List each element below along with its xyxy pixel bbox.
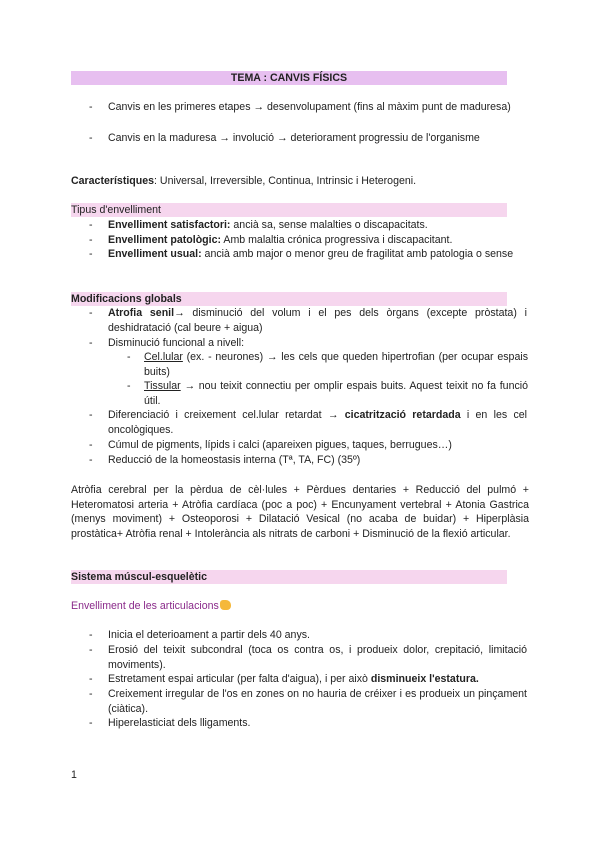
list-item-text: Inicia el deterioament a partir dels 40 anys.: [108, 629, 310, 641]
list-item: [89, 687, 529, 717]
list-item-text: Hiperelasticiat dels lligaments.: [108, 717, 251, 729]
bullet-dash: -: [89, 132, 93, 144]
term: Envelliment satisfactori:: [108, 219, 231, 231]
bullet-dash: -: [89, 644, 93, 656]
list-item: [89, 628, 529, 643]
diff-text-pre: Diferenciació i creixement cel.lular retardat →: [108, 409, 345, 421]
list-item-text: Cúmul de pigments, lípids i calci (apareixen pigues, taques, berrugues…): [108, 439, 452, 451]
section-heading-global-mods: Modificacions globals: [71, 293, 182, 305]
term: Cel.lular: [144, 351, 183, 363]
bullet-dash: -: [89, 717, 93, 729]
page-title: TEMA : CANVIS FÍSICS: [230, 72, 348, 84]
subsection-heading-joints: [71, 599, 231, 614]
list-item: [89, 306, 529, 336]
term: Atrofia senil: [108, 307, 175, 319]
bullet-dash: -: [89, 688, 93, 700]
bullet-dash: -: [89, 219, 93, 231]
characteristics-text: : Universal, Irreversible, Continua, Intrinsic i Heterogeni.: [154, 175, 417, 187]
list-item: [89, 218, 529, 233]
bullet-dash: -: [89, 629, 93, 641]
definition: → nou teixit connectiu per omplir espais buits. Aquest teixit no fa funció útil.: [144, 380, 528, 407]
diff-text-post: i en les cel oncològiques.: [108, 409, 527, 436]
list-item-text: Canvis en les primeres etapes → desenvolupament (fins al màxim punt de maduresa): [108, 101, 511, 113]
sub-list-item: [127, 350, 529, 380]
diff-text-bold: cicatrització retardada: [344, 409, 461, 421]
bullet-dash: -: [89, 337, 93, 349]
section-heading-musculo: Sistema múscul-esquelètic: [71, 571, 208, 583]
definition: Amb malaltia crónica progressiva i discapacitant.: [221, 234, 453, 246]
page-number: 1: [71, 769, 77, 781]
characteristics-label: Característiques: [71, 175, 155, 187]
list-item: [89, 643, 529, 673]
list-item: [89, 716, 529, 731]
bullet-dash: -: [89, 454, 93, 466]
section-heading-aging-types: Tipus d'envelliment: [71, 204, 161, 216]
stature-text-pre: Estretament espai articular (per falta d'aigua), i per això: [108, 673, 371, 685]
characteristics-line: [71, 174, 529, 189]
list-item: [89, 438, 529, 453]
summary-paragraph: Atròfia cerebral per la pèrdua de cèl·lules + Pèrdues dentaries + Reducció del pulmó + Heteromatosi arteria + Atròfia cardíaca (poc a poc) + Encunyament vertebral + Atonia Gastrica (menys moviment) + Osteoporosi + Dilatació Vesical (no acaba de buidar) + Hiperplàsia prostàtica+ Atròfia renal + Intolerància als nitrats de carboni + Disminució de la flexió articular.: [71, 484, 529, 540]
list-item-text: Erosió del teixit subcondral (toca os contra os, i produeix dolor, crepitació, limitació moviments).: [108, 644, 527, 671]
bullet-dash: -: [89, 673, 93, 685]
list-item: [89, 247, 529, 277]
list-item-text: Disminució funcional a nivell:: [108, 337, 245, 349]
definition: (ex. - neurones) → les cels que queden hipertrofian (per ocupar espais buits): [144, 351, 528, 378]
list-item-text: Creixement irregular de l'os en zones on no hauria de créixer i es produeix un pinçament (ciàtica).: [108, 688, 527, 715]
list-item: [89, 233, 529, 248]
definition: → disminució del volum i el pes dels òrgans (excepte pròstata) i deshidratació (cal beure + aigua): [108, 307, 527, 334]
bullet-dash: -: [89, 439, 93, 451]
term: Envelliment patològic:: [108, 234, 222, 246]
bullet-dash: -: [89, 307, 93, 319]
term: Envelliment usual:: [108, 248, 202, 260]
list-item: [89, 672, 529, 687]
list-item: [89, 453, 529, 468]
bullet-dash: -: [89, 101, 93, 113]
bullet-dash: -: [89, 248, 93, 260]
flexed-biceps-icon: [220, 600, 231, 610]
term: Tissular: [144, 380, 181, 392]
list-item: [89, 408, 529, 438]
stature-text-bold: disminueix l'estatura.: [370, 673, 479, 685]
list-item-text: Canvis en la maduresa → involució → deteriorament progressiu de l'organisme: [108, 132, 480, 144]
definition: ancià amb major o menor greu de fragilitat amb patologia o sense: [201, 248, 514, 260]
bullet-dash: -: [127, 380, 131, 392]
list-item-text: Reducció de la homeostasis interna (Tª, TA, FC) (35º): [108, 454, 361, 466]
joints-heading-text: Envelliment de les articulacions: [71, 600, 219, 612]
bullet-dash: -: [89, 234, 93, 246]
bullet-dash: -: [89, 409, 93, 421]
sub-list-item: [127, 379, 529, 409]
list-item: [89, 100, 529, 130]
bullet-dash: -: [127, 351, 131, 363]
list-item: [89, 336, 529, 351]
list-item: [89, 131, 529, 146]
definition: ancià sa, sense malalties o discapacitats.: [230, 219, 428, 231]
